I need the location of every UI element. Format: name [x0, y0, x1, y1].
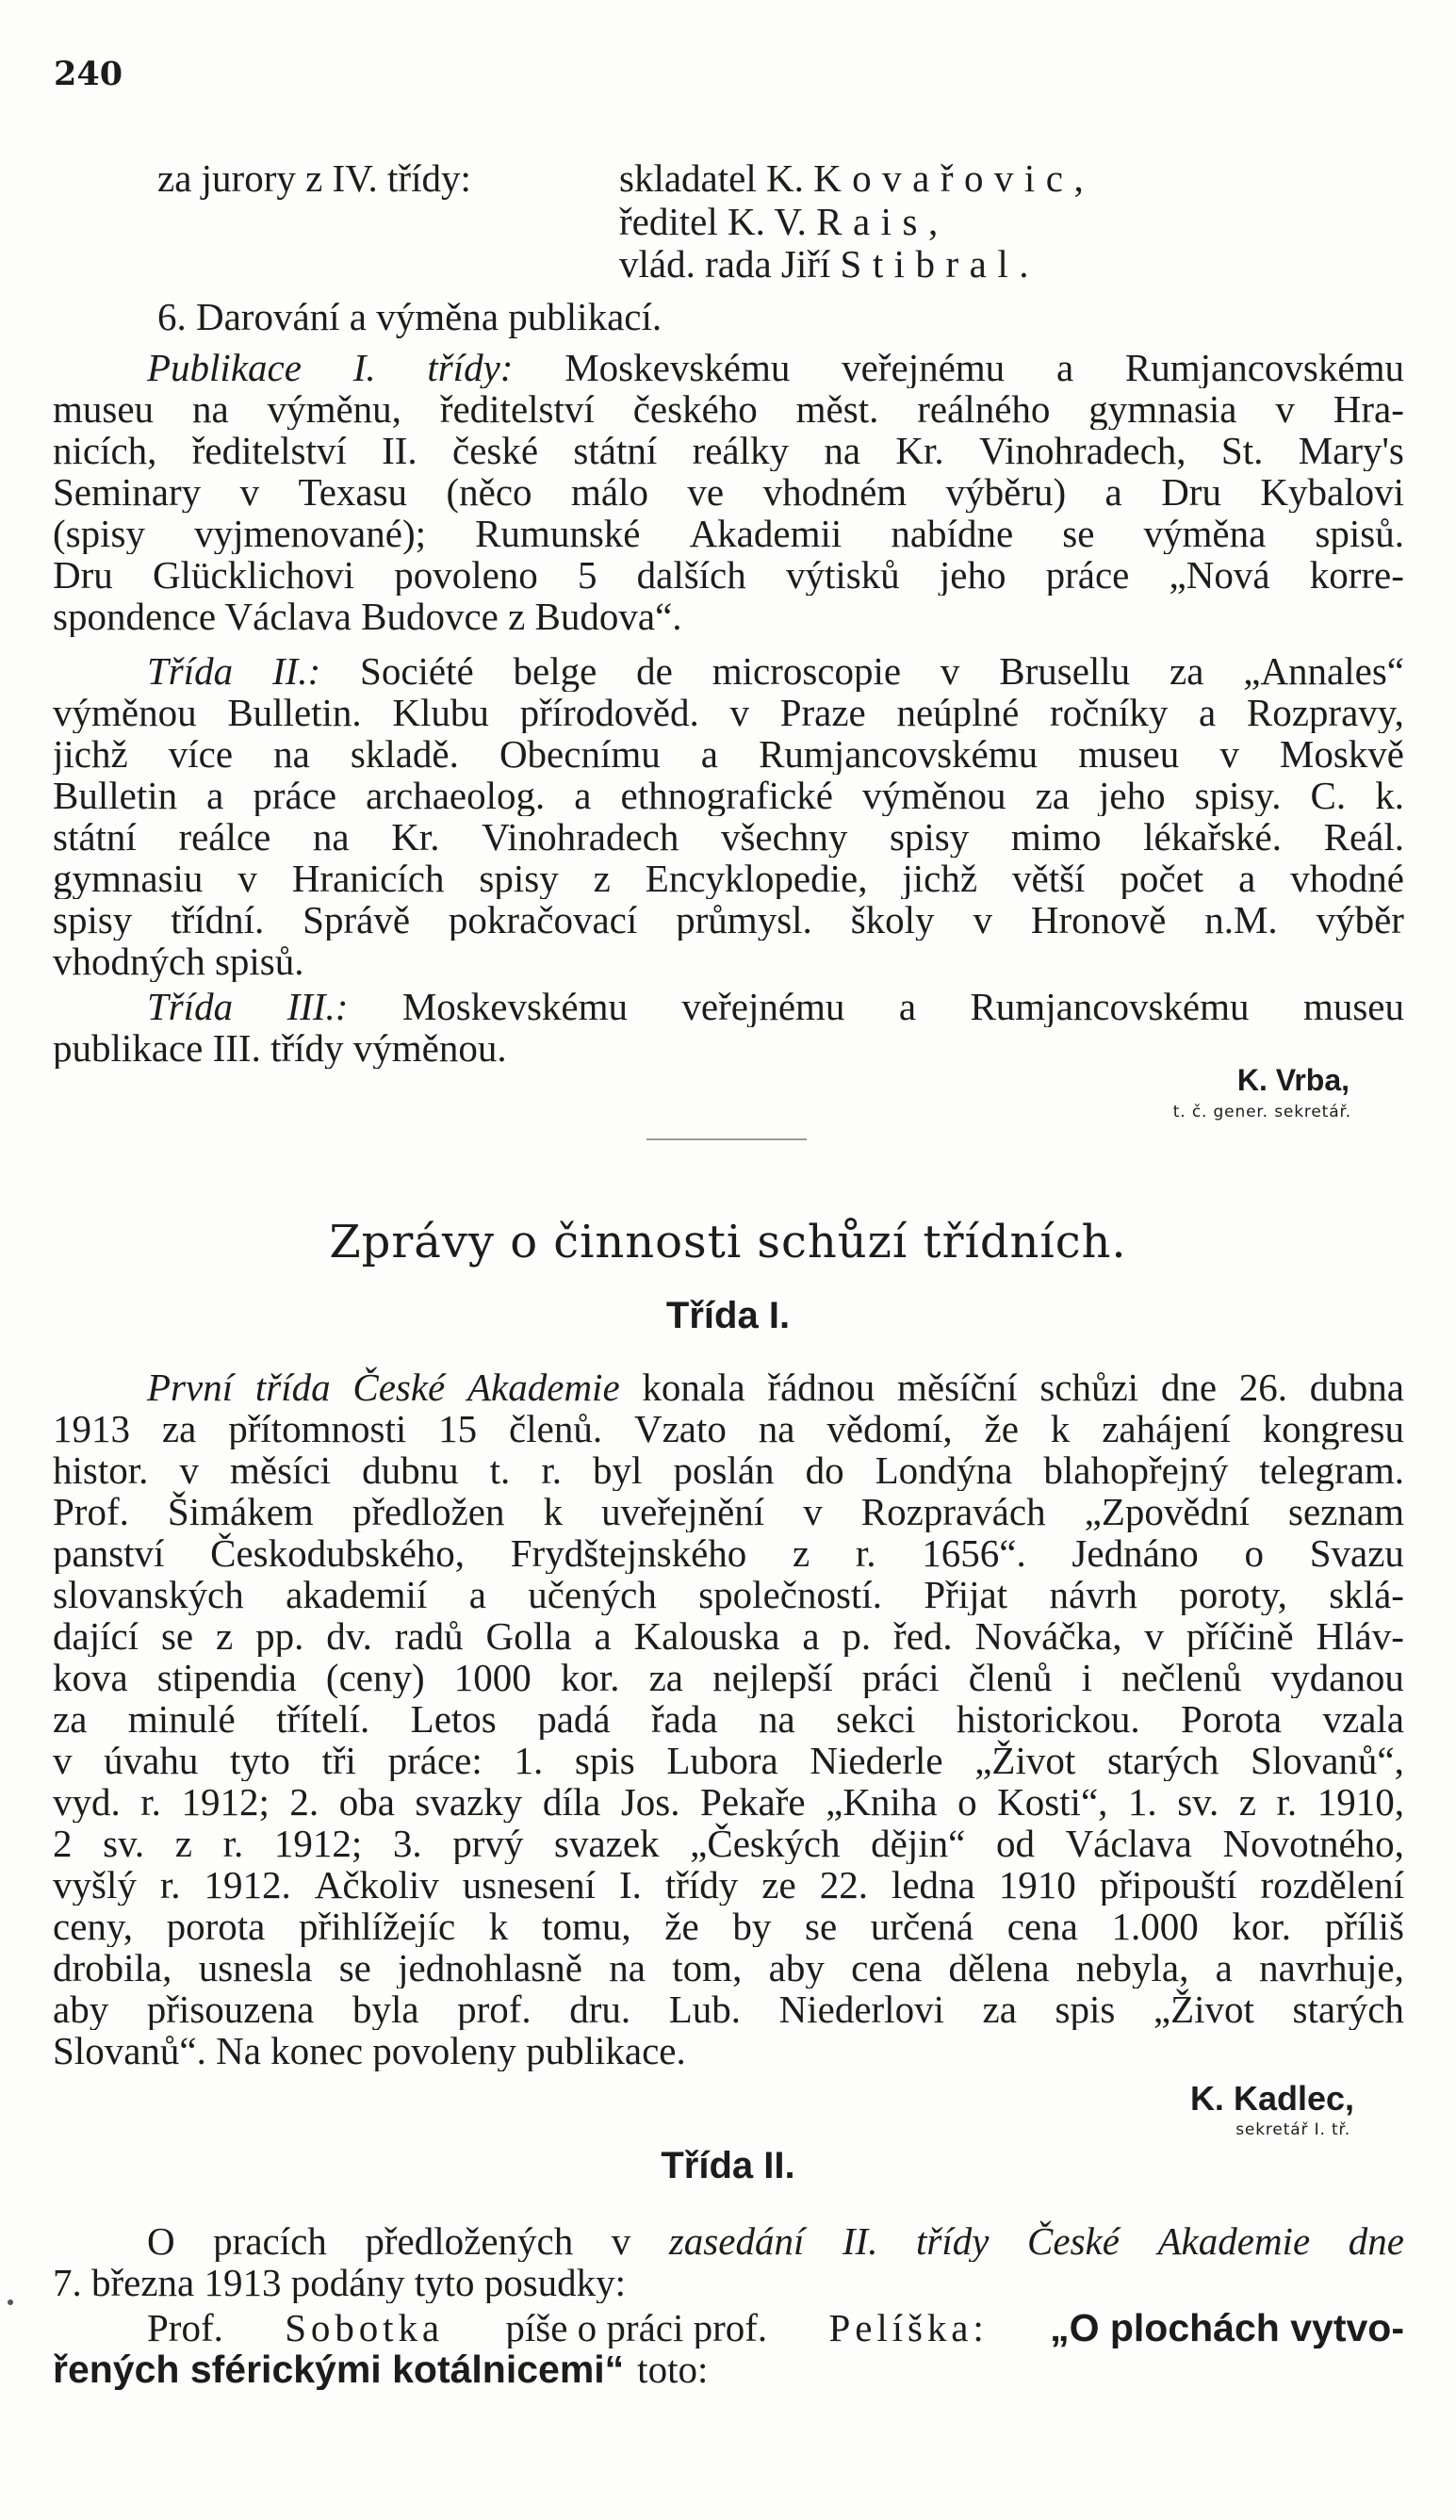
author-pelisek-name: Pelíška	[828, 2307, 973, 2348]
page-number: 240	[54, 55, 123, 93]
text-fragment: toto:	[637, 2348, 709, 2390]
paragraph-line: kova stipendia (ceny) 1000 kor. za nejlepší práci členů i nečlenů vydanou	[53, 1657, 1404, 1698]
author-sobotka: Sobotka	[285, 2307, 445, 2348]
paragraph-line: spisy třídní. Správě pokračovací průmysl. školy v Hronově n.M. výběr	[53, 899, 1404, 941]
paragraph-line: spondence Václava Budovce z Budova“.	[53, 596, 682, 637]
paragraph-line: nicích, ředitelství II. české státní reálky na Kr. Vinohradech, St. Mary's	[53, 430, 1404, 471]
paragraph-line: vyd. r. 1912; 2. oba svazky díla Jos. Pekaře „Kniha o Kosti“, 1. sv. z r. 1910,	[53, 1781, 1404, 1823]
paragraph-line: Prof. Šimákem předložen k uveřejnění v Rozpravách „Zpovědní seznam	[53, 1491, 1404, 1532]
section6-para2	[53, 650, 1404, 982]
juror-3	[619, 242, 1028, 286]
juror-3-title: vlád. rada Jiří	[619, 242, 831, 286]
paragraph-line: Slovanů“. Na konec povoleny publikace.	[53, 2030, 686, 2071]
section6-para3	[53, 986, 1404, 1069]
juror-2-surname: Rais	[816, 200, 928, 243]
trida2-para	[53, 2220, 1404, 2303]
work-title-cont: řených sférickými kotálnicemi“	[53, 2348, 625, 2390]
paragraph-line: 7. března 1913 podány tyto posudky:	[53, 2262, 627, 2303]
text-fragment: Prof.	[147, 2307, 223, 2348]
trida1-para	[53, 1366, 1404, 2071]
juror-2-trail: ,	[927, 200, 939, 243]
paragraph-line: O pracích předložených v zasedání II. třídy České Akademie dne	[147, 2220, 1404, 2262]
trida2-para2	[53, 2307, 1404, 2390]
juror-1-trail: ,	[1073, 156, 1084, 200]
juror-1	[619, 156, 1084, 200]
paragraph-line: Třída III.: Moskevskému veřejnému a Rumjancovskému museu	[147, 986, 1404, 1027]
paragraph-line: jichž více na skladě. Obecnímu a Rumjancovskému museu v Moskvě	[53, 733, 1404, 775]
paragraph-line: museu na výměnu, ředitelství českého měst. reálného gymnasia v Hra-	[53, 388, 1404, 430]
paragraph-line: (spisy vyjmenované); Rumunské Akademii nabídne se výměna spisů.	[53, 513, 1404, 554]
paragraph-line	[53, 2348, 1404, 2390]
section6-heading: 6. Darování a výměna publikací.	[157, 295, 663, 338]
author-pelisek	[829, 2307, 989, 2348]
paragraph-line: Seminary v Texasu (něco málo ve vhodném výběru) a Dru Kybalovi	[53, 471, 1404, 513]
paragraph-line: ceny, porota přihlížejíc k tomu, že by se určená cena 1.000 kor. příliš	[53, 1906, 1404, 1947]
section6-para1	[53, 347, 1404, 637]
work-title: „O plochách vytvo-	[1050, 2307, 1404, 2348]
paragraph-line: 2 sv. z r. 1912; 3. prvý svazek „Českých dějin“ od Václava Novotného,	[53, 1823, 1404, 1864]
paragraph-line: publikace III. třídy výměnou.	[53, 1027, 507, 1069]
signature-kadlec: K. Kadlec,	[1189, 2079, 1354, 2118]
trida1-heading: Třída I.	[665, 1295, 791, 1336]
paragraph-line	[53, 2307, 1404, 2348]
scan-speck	[8, 2299, 13, 2305]
paragraph-line: Třída II.: Société belge de microscopie v Brusellu za „Annales“	[147, 650, 1404, 692]
juror-2	[619, 200, 938, 243]
signature-vrba-title: t. č. gener. sekretář.	[1172, 1103, 1351, 1121]
paragraph-line: histor. v měsíci dubnu t. r. byl poslán do Londýna blahopřejný telegram.	[53, 1449, 1404, 1491]
paragraph-line: v úvahu tyto tři práce: 1. spis Lubora Niederle „Život starých Slovanů“,	[53, 1740, 1404, 1781]
paragraph-line: vyšlý r. 1912. Ačkoliv usnesení I. třídy ze 22. ledna 1910 připouští rozdělení	[53, 1864, 1404, 1906]
paragraph-line: vhodných spisů.	[53, 941, 304, 982]
paragraph-line: za minulé třítelí. Letos padá řada na sekci historickou. Porota vzala	[53, 1698, 1404, 1740]
section-divider	[646, 1138, 807, 1140]
paragraph-line: 1913 za přítomnosti 15 členů. Vzato na vědomí, že k zahájení kongresu	[53, 1408, 1404, 1449]
paragraph-line: Publikace I. třídy: Moskevskému veřejnému a Rumjancovskému	[147, 347, 1404, 388]
trida2-heading: Třída II.	[661, 2145, 795, 2186]
paragraph-line: výměnou Bulletin. Klubu přírodověd. v Praze neúplné ročníky a Rozpravy,	[53, 692, 1404, 733]
juror-1-title: skladatel K.	[619, 156, 804, 200]
text-fragment: :	[973, 2307, 989, 2348]
paragraph-line: panství Českodubského, Frydštejnského z r. 1656“. Jednáno o Svazu	[53, 1532, 1404, 1574]
signature-vrba: K. Vrba,	[1236, 1063, 1350, 1097]
paragraph-line: aby přisouzena byla prof. dru. Lub. Niederlovi za spis „Život starých	[53, 1988, 1404, 2030]
paragraph-line: gymnasiu v Hranicích spisy z Encyklopedie, jichž větší počet a vhodné	[53, 858, 1404, 899]
paragraph-line: První třída České Akademie konala řádnou měsíční schůzi dne 26. dubna	[147, 1366, 1404, 1408]
paragraph-line: drobila, usnesla se jednohlasně na tom, aby cena dělena nebyla, a navrhuje,	[53, 1947, 1404, 1988]
paragraph-line: Bulletin a práce archaeolog. a ethnografické výměnou za jeho spisy. C. k.	[53, 775, 1404, 816]
paragraph-line: Dru Glücklichovi povoleno 5 dalších výtisků jeho práce „Nová korre-	[53, 554, 1404, 596]
paragraph-line: slovanských akademií a učených společností. Přijat návrh poroty, sklá-	[53, 1574, 1404, 1615]
text-fragment: píše o práci prof.	[505, 2307, 768, 2348]
juror-2-title: ředitel K. V.	[619, 200, 807, 243]
signature-kadlec-title: sekretář I. tř.	[1235, 2120, 1350, 2139]
juror-3-surname: Stibral	[840, 242, 1020, 286]
jurors-prefix: za jurory z IV. třídy:	[157, 156, 471, 200]
juror-1-surname: Kovařovic	[813, 156, 1074, 200]
paragraph-line: dající se z pp. dv. radů Golla a Kalouska a p. řed. Nováčka, v příčině Hláv-	[53, 1615, 1404, 1657]
juror-3-trail: .	[1019, 242, 1029, 286]
paragraph-line: státní reálce na Kr. Vinohradech všechny spisy mimo lékařské. Reál.	[53, 816, 1404, 858]
page-title: Zprávy o činnosti schůzí třídních.	[329, 1216, 1127, 1268]
